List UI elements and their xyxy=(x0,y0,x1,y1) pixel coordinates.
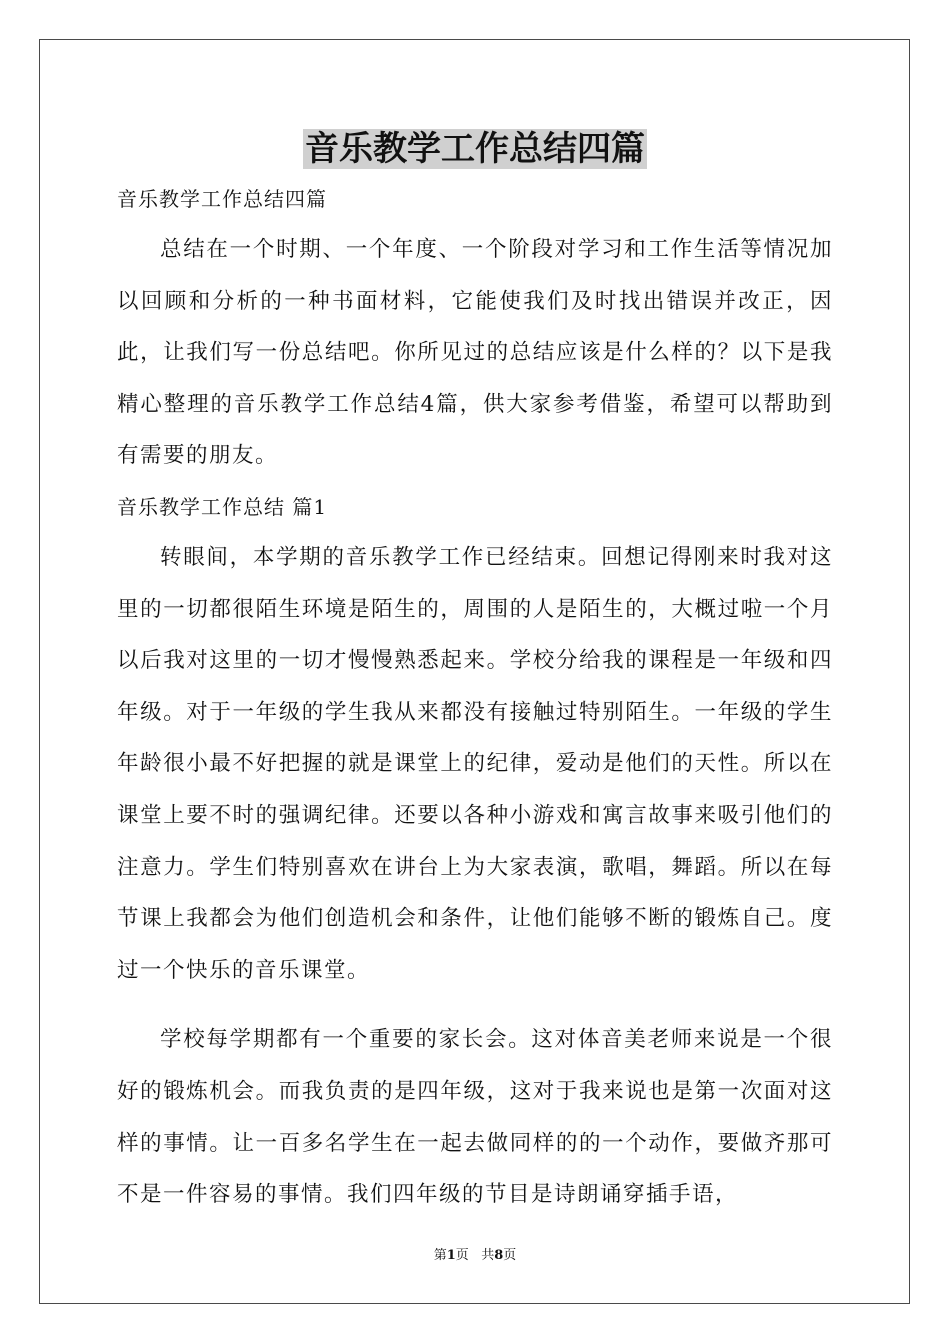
footer-prefix: 第 xyxy=(433,1248,447,1263)
document-title xyxy=(0,126,950,172)
section-heading: 音乐教学工作总结 篇1 xyxy=(117,494,328,519)
page-footer xyxy=(0,1247,950,1265)
body-paragraph-1: 转眼间，本学期的音乐教学工作已经结束。回想记得刚来时我对这里的一切都很陌生环境是陌生的，周围的人是陌生的，大概过啦一个月以后我对这里的一切才慢慢熟悉起来。学校分给我的课程是一年级和四年级。对于一年级的学生我从来都没有接触过特别陌生。一年级的学生年龄很小最不好把握的就是课堂上的纪律，爱动是他们的天性。所以在课堂上要不时的强调纪律。还要以各种小游戏和寓言故事来吸引他们的注意力。学生们特别喜欢在讲台上为大家表演，歌唱，舞蹈。所以在每节课上我都会为他们创造机会和条件，让他们能够不断的锻炼自己。度过一个快乐的音乐课堂。 xyxy=(117,544,833,983)
footer-current-page: 1 xyxy=(446,1248,456,1263)
body-paragraph-2: 学校每学期都有一个重要的家长会。这对体音美老师来说是一个很好的锻炼机会。而我负责的是四年级，这对于我来说也是第一次面对这样的事情。让一百多名学生在一起去做同样的的一个动作，要做齐那可不是一件容易的事情。我们四年级的节目是诗朗诵穿插手语， xyxy=(117,1027,833,1208)
document-title-text: 音乐教学工作总结四篇 xyxy=(305,129,645,169)
footer-total-pages: 8 xyxy=(494,1248,504,1263)
document-body xyxy=(117,180,833,1221)
intro-paragraph: 总结在一个时期、一个年度、一个阶段对学习和工作生活等情况加以回顾和分析的一种书面材料，它能使我们及时找出错误并改正，因此，让我们写一份总结吧。你所见过的总结应该是什么样的？以下是我精心整理的音乐教学工作总结4篇，供大家参考借鉴，希望可以帮助到有需要的朋友。 xyxy=(117,237,833,469)
footer-suffix: 页 xyxy=(503,1248,517,1263)
footer-mid: 页 共 xyxy=(455,1248,495,1263)
document-subtitle: 音乐教学工作总结四篇 xyxy=(117,187,327,211)
